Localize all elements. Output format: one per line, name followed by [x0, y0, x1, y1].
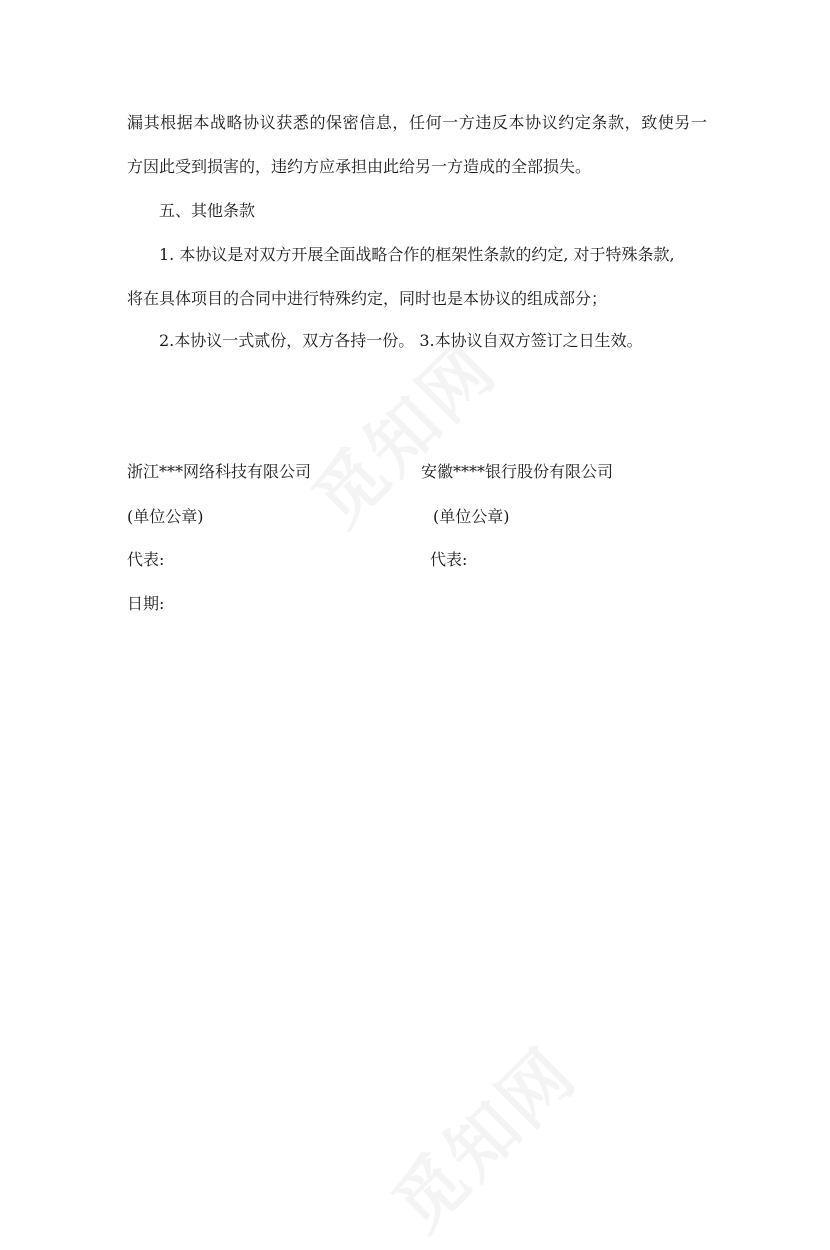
party-b-seal: (单位公章) — [433, 507, 510, 526]
party-b-company: 安徽****银行股份有限公司 — [421, 462, 614, 481]
clause-line: 将在具体项目的合同中进行特殊约定，同时也是本协议的组成部分； — [127, 289, 608, 308]
paragraph-line: 方因此受到损害的，违约方应承担由此给另一方造成的全部损失。 — [127, 157, 592, 176]
watermark — [367, 1021, 595, 1249]
paragraph-line: 漏其根据本战略协议获悉的保密信息，任何一方违反本协议约定条款，致使另一 — [127, 113, 707, 132]
section-heading: 五、其他条款 — [159, 201, 256, 220]
party-a-seal: (单位公章) — [127, 507, 204, 526]
clause-line: 2.本协议一式贰份，双方各持一份。 3.本协议自双方签订之日生效。 — [159, 331, 643, 350]
party-b-representative: 代表: — [430, 550, 468, 569]
party-a-date: 日期: — [127, 594, 165, 613]
party-a-company: 浙江***网络科技有限公司 — [127, 462, 312, 481]
clause-line: 1. 本协议是对双方开展全面战略合作的框架性条款的约定, 对于特殊条款, — [159, 245, 675, 264]
party-a-representative: 代表: — [127, 550, 165, 569]
